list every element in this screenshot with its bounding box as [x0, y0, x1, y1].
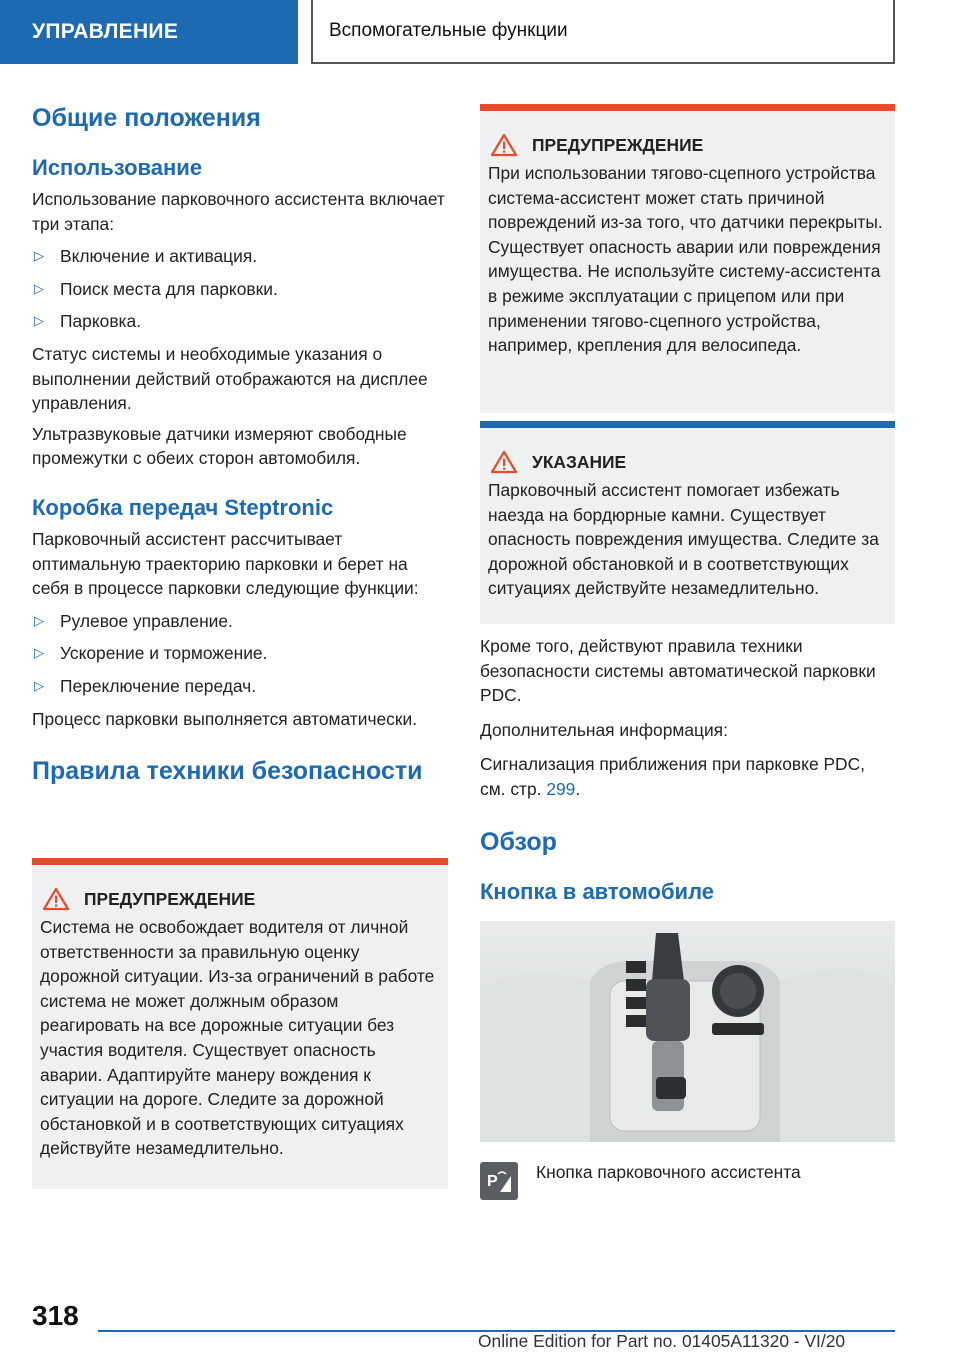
svg-text:P: P: [487, 1173, 498, 1190]
heading-usage: Использование: [32, 155, 203, 180]
center-console-image: [480, 921, 895, 1142]
page-number: 318: [32, 1300, 79, 1331]
page-link[interactable]: 299: [546, 778, 576, 799]
notice-text: Парковочный ассистент помогает избежать наезда на бордюрные камни. Существует опасность повреждения имущества. Следите за дорожной обстановкой и в соответствующих ситуациях действуйте незамедлительно.: [488, 480, 879, 599]
more-info-text: Дополнительная информация:: [480, 719, 728, 740]
list-item: ▷ Поиск места для парковки.: [32, 277, 448, 302]
notice-title: УКАЗАНИЕ: [488, 450, 885, 474]
triangle-right-icon: ▷: [34, 280, 44, 296]
triangle-right-icon: ▷: [34, 645, 44, 661]
usage-steps-list: [32, 244, 448, 334]
warning-bar: [32, 858, 448, 865]
heading-button: Кнопка в автомобиле: [480, 878, 714, 904]
triangle-right-icon: ▷: [34, 612, 44, 628]
triangle-right-icon: ▷: [34, 677, 44, 693]
warning-text: При использовании тягово-сцепного устройства система-ассистент может стать причиной повреждений из-за того, что датчики перекрыты. Существует опасность аварии или повреждения имущества. Не используйте систему-ассистента в режиме эксплуатации с прицепом или при применении тягово-сцепного устройства, например, крепления для велосипеда.: [488, 163, 883, 356]
list-item: ▷ Включение и активация.: [32, 244, 448, 269]
warning-triangle-icon: [42, 887, 70, 911]
heading-steptronic: Коробка передач Steptronic: [32, 494, 334, 520]
left-column: [32, 104, 448, 786]
triangle-right-icon: ▷: [34, 313, 44, 329]
warning-title: ПРЕДУПРЕЖДЕНИЕ: [488, 133, 885, 157]
usage-text: Использование парковочного ассистента включает три этапа:: [32, 189, 445, 234]
list-item: ▷ Парковка.: [32, 309, 448, 334]
list-item: ▷ Переключение передач.: [32, 674, 448, 699]
warning-title: ПРЕДУПРЕЖДЕНИЕ: [40, 887, 438, 911]
steptronic-list: [32, 609, 448, 699]
button-caption: Кнопка парковочного ассистента: [536, 1162, 801, 1182]
list-item: ▷ Рулевое управление.: [32, 609, 448, 634]
heading-safety: Правила техники безопасности: [32, 757, 423, 786]
button-caption-row: [480, 1162, 895, 1200]
pdc-text: Кроме того, действуют правила техники безопасности системы автоматической парковки PDC.: [480, 636, 876, 706]
notice-triangle-icon: [490, 450, 518, 474]
steptronic-text: Парковочный ассистент рассчитывает оптимальную траекторию парковки и берет на себя в процессе парковки следующие функции:: [32, 528, 419, 599]
heading-overview: Обзор: [480, 827, 557, 856]
right-text: [480, 634, 895, 905]
notice-bar: [480, 421, 895, 428]
status-text: Статус системы и необходимые указания о выполнении действий отображаются на дисплее управления.: [32, 343, 428, 414]
sensors-text: Ультразвуковые датчики измеряют свободные промежутки с обеих сторон автомобиля.: [32, 423, 407, 469]
list-item: ▷ Ускорение и торможение.: [32, 641, 448, 666]
triangle-right-icon: ▷: [34, 248, 44, 264]
chapter-title: Вспомогательные функции: [329, 20, 568, 41]
warning-triangle-icon: [490, 133, 518, 157]
console-photo: [480, 921, 895, 1142]
section-tab: [0, 0, 298, 64]
heading-general: Общие положения: [32, 104, 261, 132]
notice-box: [480, 421, 895, 624]
section-title: УПРАВЛЕНИЕ: [32, 20, 179, 43]
chapter-tab: [311, 0, 895, 64]
auto-text: Процесс парковки выполняется автоматически.: [32, 708, 418, 729]
warning-bar: [480, 104, 895, 111]
reference-text: Сигнализация приближения при парковке PDC, см. стр. 299.: [480, 754, 866, 799]
warning-box-trailer: [480, 104, 895, 413]
parking-assistant-icon: [480, 1162, 518, 1200]
footer-edition: Online Edition for Part no. 01405A11320 - VI/20: [478, 1331, 846, 1351]
warning-text: Система не освобождает водителя от личной ответственности за правильную оценку дорожной ситуации. Из-за ограничений в работе система не может должным образом реагировать на все дорожные ситуации без участия водителя. Существует опасность аварии. Адаптируйте манеру вождения к ситуации на дороге. Следите за дорожной обстановкой и в соответствующих ситуациях действуйте незамедлительно.: [40, 917, 435, 1159]
warning-box: [32, 858, 448, 1189]
